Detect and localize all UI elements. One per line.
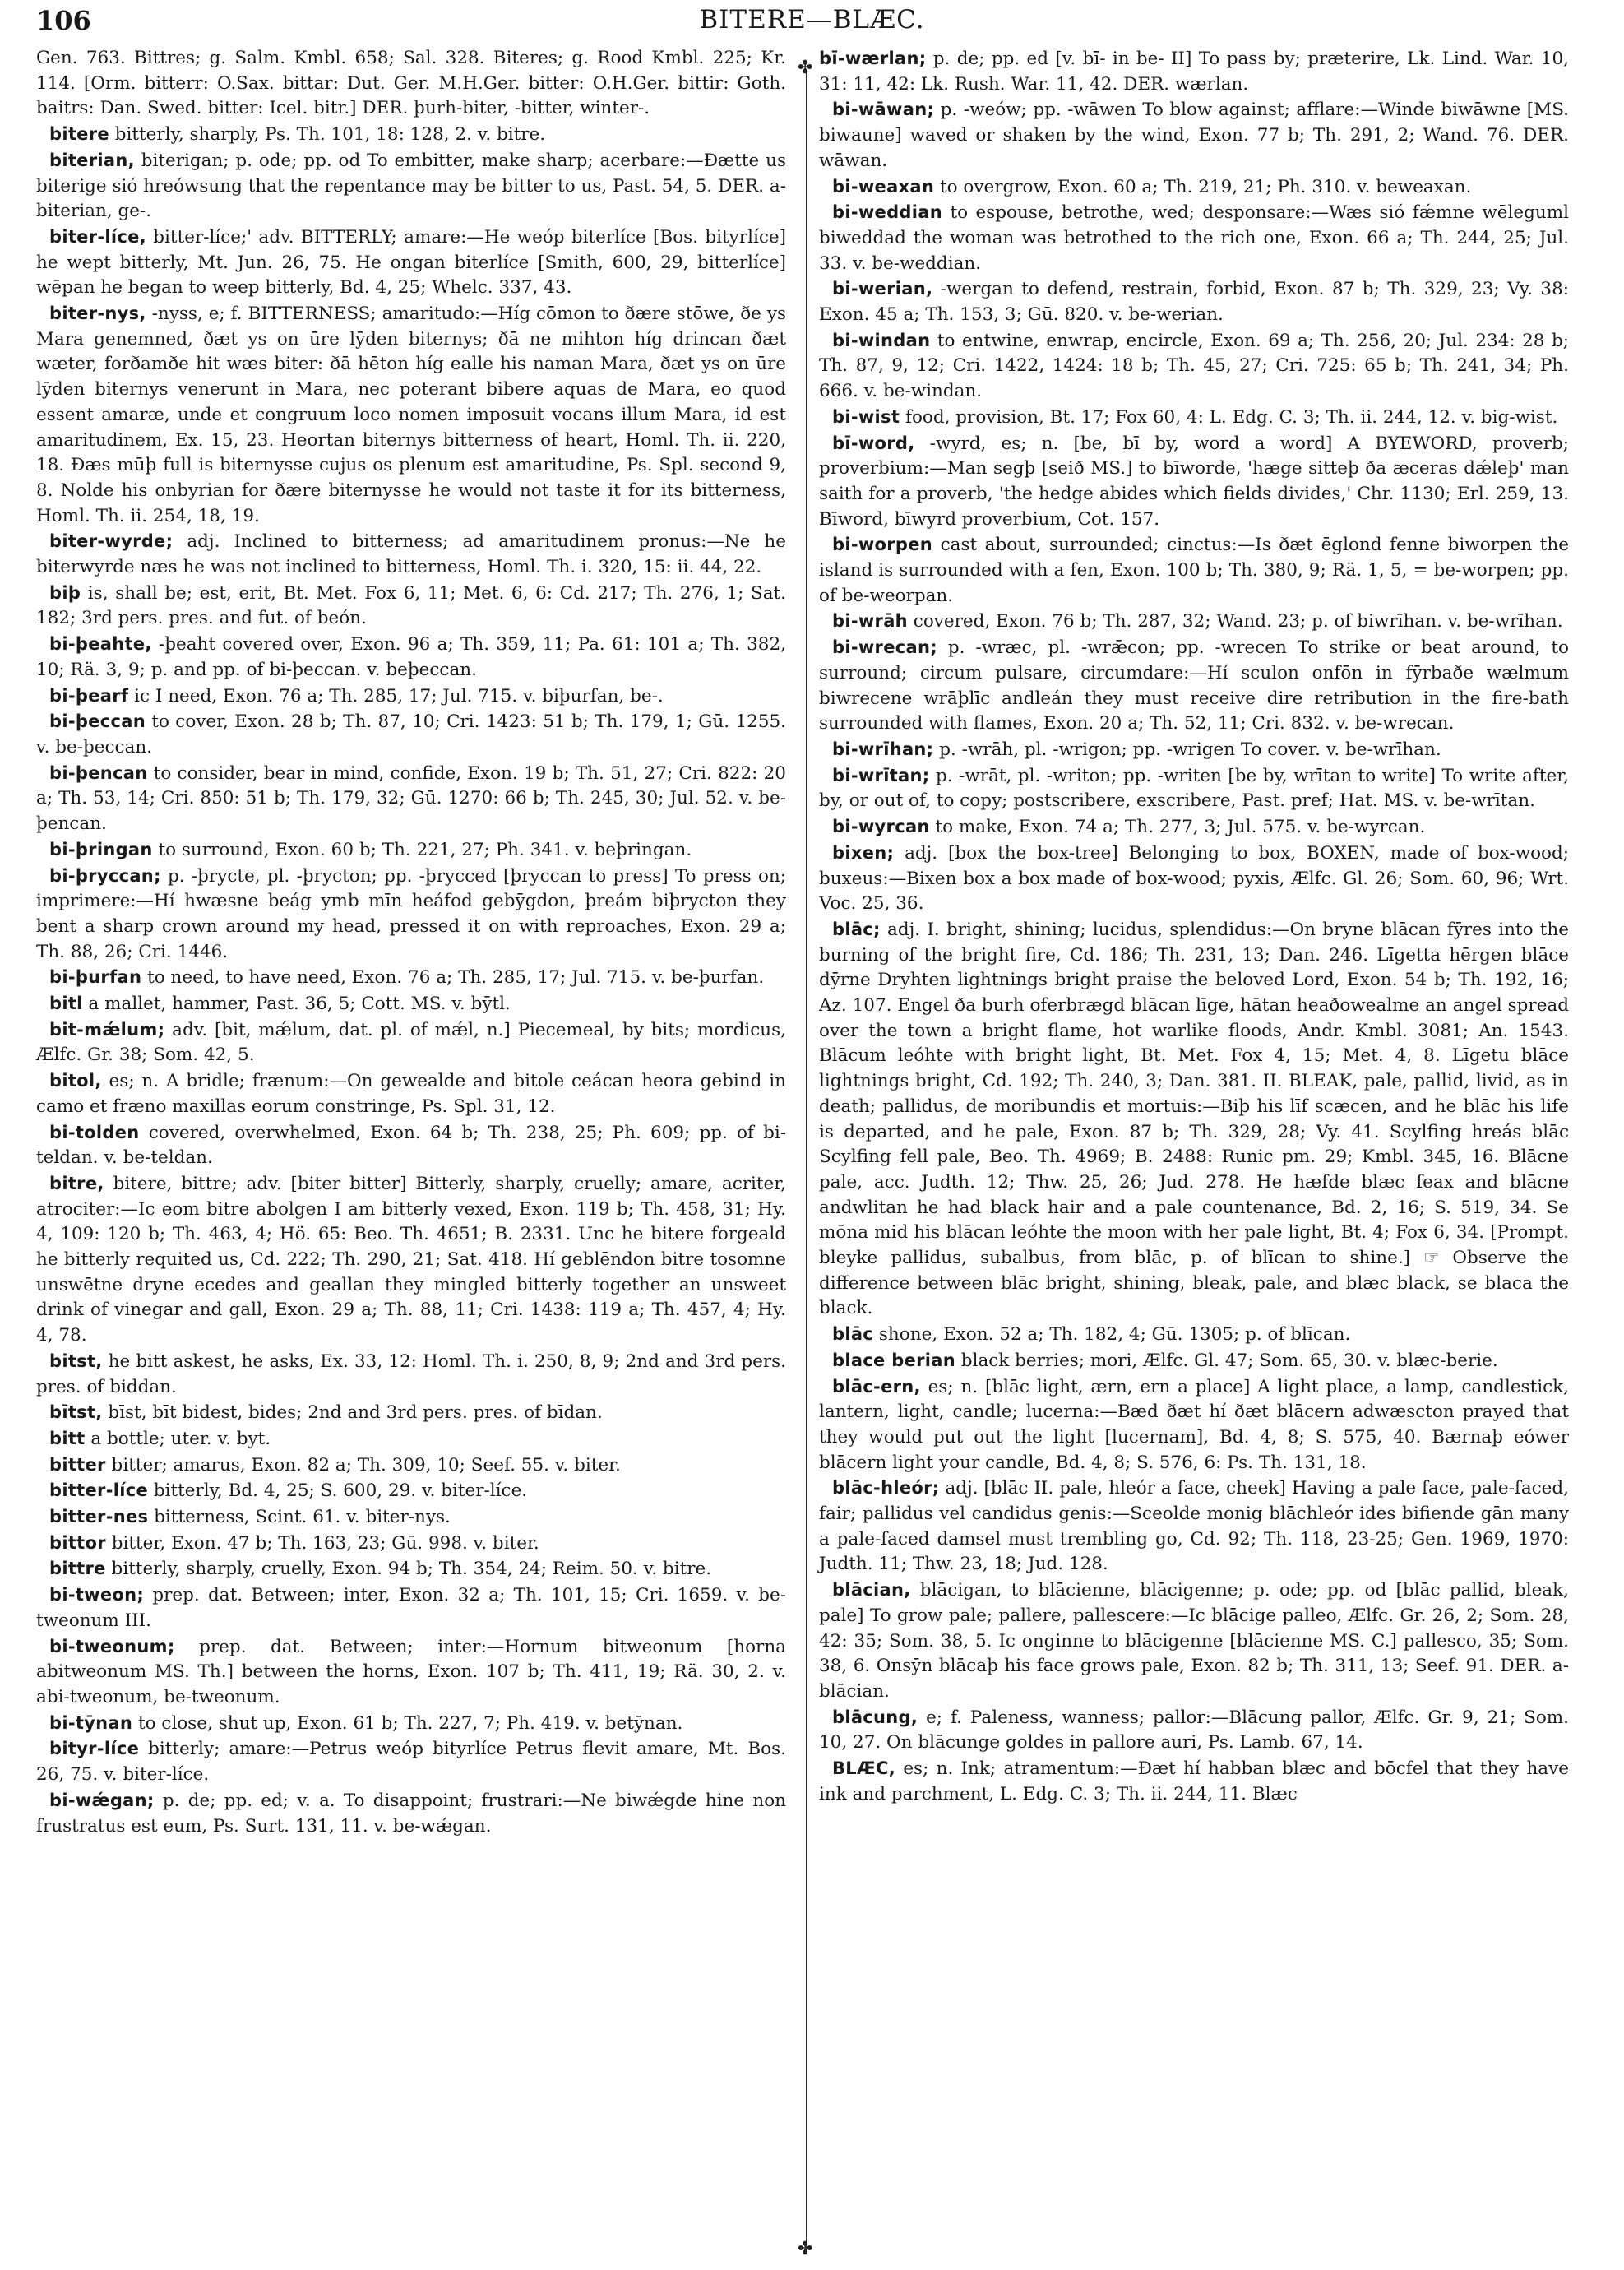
entry-headword: bityr-líce xyxy=(49,1739,140,1759)
entry-headword: bitter-líce xyxy=(49,1480,149,1501)
dictionary-entry xyxy=(36,46,786,122)
entry-definition: cast about, surrounded; cinctus:—Is ðæt ēglond fenne biworpen the island is surrounded with a fen, Exon. 100 b; Th. 380, 9; Rä. 1, 5, = be-worpen; pp. of be-weorpan. xyxy=(819,535,1569,606)
entry-definition: bitterly, sharply, cruelly, Exon. 94 b; Th. 354, 24; Reim. 50. v. bitre. xyxy=(105,1559,712,1580)
entry-headword: bi-windan xyxy=(832,330,931,350)
entry-headword: bi-þencan xyxy=(49,762,148,783)
dictionary-entry xyxy=(819,276,1569,327)
dictionary-entry xyxy=(36,1017,786,1068)
entry-headword: bi-þurfan xyxy=(49,967,142,988)
entry-definition: bitterly, sharply, Ps. Th. 101, 18: 128, 2. v. bitre. xyxy=(109,124,546,146)
top-ornament-icon: ✤ xyxy=(798,58,813,78)
entry-definition: p. -weów; pp. -wāwen To blow against; afflare:—Winde biwāwne [MS. biwaune] waved or shaken by the wind, Exon. 77 b; Th. 291, 2; Wand. 76. DER. wāwan. xyxy=(819,100,1569,171)
entry-headword: bi-wrāh xyxy=(832,611,908,632)
dictionary-entry xyxy=(36,632,786,683)
dictionary-entry xyxy=(819,635,1569,737)
entry-definition: a bottle; uter. v. byt. xyxy=(85,1428,271,1449)
dictionary-entry xyxy=(36,965,786,991)
dictionary-entry xyxy=(819,1374,1569,1476)
entry-headword: bi-wǽgan; xyxy=(49,1790,155,1810)
entry-headword: bi-þryccan; xyxy=(49,865,161,886)
dictionary-entry xyxy=(819,1348,1569,1374)
entry-definition: to close, shut up, Exon. 61 b; Th. 227, 7; Ph. 419. v. betȳnan. xyxy=(132,1712,683,1734)
entry-headword: bi-tweon; xyxy=(49,1585,145,1605)
entry-headword: BLÆC, xyxy=(832,1758,896,1779)
dictionary-entry xyxy=(36,864,786,966)
right-column xyxy=(819,46,1569,1808)
entry-definition: prep. dat. Between; inter:—Hornum bitweonum [horna abitweonum MS. Th.] between the horns, Exon. 107 b; Th. 411, 19; Rä. 30, 2. v. abi-tweonum, be-tweonum. xyxy=(36,1636,786,1707)
entry-headword: bi-werian, xyxy=(832,279,933,299)
entry-headword: bi-tolden xyxy=(49,1122,140,1142)
dictionary-entry xyxy=(819,405,1569,431)
entry-headword: bit-mǽlum; xyxy=(49,1019,165,1040)
dictionary-entry xyxy=(36,1736,786,1787)
entry-headword: bitol, xyxy=(49,1071,102,1091)
entry-definition: bitter-líce;' adv. BITTERLY; amare:—He weóp biterlíce [Bos. bityrlíce] he wept bitterly, Mt. Jun. 26, 75. He ongan biterlíce [Smith, 600, 29, bitterlíce] wēpan he began to weep bitterly, Bd. 4, 25; Whelc. 337, 43. xyxy=(36,226,786,299)
entry-definition: adj. Inclined to bitterness; ad amaritudinem pronus:—Ne he biterwyrde næs he was not inclined to bitterness, Homl. Th. i. 320, 15: ii. 44, 22. xyxy=(36,531,786,578)
bottom-ornament-icon: ✤ xyxy=(798,2239,813,2259)
dictionary-entry xyxy=(819,1322,1569,1348)
entry-definition: es; n. [blāc light, ærn, ern a place] A light place, a lamp, candlestick, lantern, light, candle; lucerna:—Bæd ðæt hí ðæt blācern adwæscton prayed that they would put out the light [lucernam], Bd. 4, 8; S. 575, 40. Bærnaþ eówer blācern light your candle, Bd. 4, 8; S. 576, 6: Ps. Th. 131, 18. xyxy=(819,1376,1569,1473)
dictionary-entry xyxy=(819,532,1569,609)
dictionary-entry xyxy=(36,837,786,864)
entry-headword: bītst, xyxy=(49,1402,103,1423)
dictionary-entry xyxy=(36,683,786,710)
entry-definition: p. de; pp. ed [v. bī- in be- II] To pass by; præterire, Lk. Lind. War. 10, 31: 11, 42: Lk. Rush. War. 11, 42. DER. wærlan. xyxy=(819,49,1569,95)
entry-headword: bī-word, xyxy=(832,433,915,453)
entry-definition: p. de; pp. ed; v. a. To disappoint; frustrari:—Ne biwǽgde hine non frustratus est eum, Ps. Surt. 131, 11. v. be-wǽgan. xyxy=(36,1790,786,1837)
entry-definition: bitter; amarus, Exon. 82 a; Th. 309, 10; Seef. 55. v. biter. xyxy=(105,1454,621,1476)
dictionary-entry xyxy=(819,46,1569,97)
entry-headword: bi-wrīhan; xyxy=(832,739,934,759)
entry-definition: es; n. A bridle; frænum:—On gewealde and bitole ceácan heora gebind in camo et fræno maxillas eorum constringe, Ps. Spl. 31, 12. xyxy=(36,1071,786,1117)
entry-definition: p. -þrycte, pl. -þrycton; pp. -þrycced [þryccan to press] To press on; imprimere:—Hí hwæsne beág ymb mīn heáfod gebȳgdon, þreám biþrycton they bent a sharp crown around my head, pressed it on with reproaches, Exon. 29 a; Th. 88, 26; Cri. 1446. xyxy=(36,865,786,962)
entry-definition: prep. dat. Between; inter, Exon. 32 a; Th. 101, 15; Cri. 1659. v. be-tweonum III. xyxy=(36,1585,786,1631)
entry-definition: p. -wrāt, pl. -writon; pp. -writen [be by, wrītan to write] To write after, by, or out of, to copy; postscribere, exscribere, Past. pref; Hat. MS. v. be-wrītan. xyxy=(819,765,1569,812)
entry-definition: bitere, bittre; adv. [biter bitter] Bitterly, sharply, cruelly; amare, acriter, atrociter:—Ic eom bitre abolgen I am bitterly vexed, Exon. 119 b; Th. 458, 31; Hy. 4, 109: 120 b; Th. 463, 4; Hö. 65: Beo. Th. 4651; B. 2331. Unc he bitere forgeald he bitterly requited us, Cd. 222; Th. 290, 21; Sat. 418. Hí geblēndon bitre tosomne unswētne dryne ecedes and geallan they mingled bitterly together an unsweet drink of vinegar and gall, Exon. 29 a; Th. 88, 11; Cri. 1438: 119 a; Th. 457, 4; Hy. 4, 78. xyxy=(36,1173,786,1346)
dictionary-entry xyxy=(819,200,1569,276)
dictionary-entry xyxy=(819,763,1569,814)
entry-headword: bitter xyxy=(49,1454,106,1475)
entry-definition: -þeaht covered over, Exon. 96 a; Th. 359, 11; Pa. 61: 101 a; Th. 382, 10; Rä. 3, 9; p. and pp. of bi-þeccan. v. beþeccan. xyxy=(36,634,786,680)
entry-headword: biter-líce, xyxy=(49,226,146,247)
entry-definition: bitterness, Scint. 61. v. biter-nys. xyxy=(148,1507,451,1528)
dictionary-entry xyxy=(819,1756,1569,1807)
entry-definition: he bitt askest, he asks, Ex. 33, 12: Homl. Th. i. 250, 8, 9; 2nd and 3rd pers. pres. of biddan. xyxy=(36,1350,786,1397)
entry-definition: a mallet, hammer, Past. 36, 5; Cott. MS. v. bȳtl. xyxy=(82,994,511,1015)
entry-headword: bi-weaxan xyxy=(832,176,935,197)
entry-definition: adv. [bit, mǽlum, dat. pl. of mǽl, n.] Piecemeal, by bits; mordicus, Ælfc. Gr. 38; Som. 42, 5. xyxy=(36,1019,786,1066)
dictionary-entry xyxy=(36,1634,786,1711)
entry-definition: adj. [box the box-tree] Belonging to box, BOXEN, made of box-wood; buxeus:—Bixen box a box made of box-wood; pyxis, Ælfc. Gl. 26; Som. 60, 96; Wrt. Voc. 25, 36. xyxy=(819,842,1569,915)
entry-definition: -wergan to defend, restrain, forbid, Exon. 87 b; Th. 329, 23; Vy. 38: Exon. 45 a; Th. 153, 3; Gū. 820. v. be-werian. xyxy=(819,279,1569,326)
entry-headword: blāc xyxy=(832,1324,874,1345)
entry-definition: to consider, bear in mind, confide, Exon. 19 b; Th. 51, 27; Cri. 822: 20 a; Th. 53, 14; Cri. 850: 51 b; Th. 179, 32; Gū. 1270: 66 b; Th. 245, 30; Jul. 52. v. be-þencan. xyxy=(36,762,786,835)
dictionary-entry xyxy=(36,1788,786,1839)
entry-definition: bitter, Exon. 47 b; Th. 163, 23; Gū. 998. v. biter. xyxy=(105,1532,539,1554)
dictionary-entry xyxy=(819,1476,1569,1577)
entry-definition: black berries; mori, Ælfc. Gl. 47; Som. 65, 30. v. blæc-berie. xyxy=(955,1350,1498,1371)
entry-definition: es; n. Ink; atramentum:—Ðæt hí habban blæc and bōcfel that they have ink and parchment, L. Edg. C. 3; Th. ii. 244, 11. Blæc xyxy=(819,1758,1569,1804)
entry-headword: bitere xyxy=(49,124,109,145)
entry-headword: bixen; xyxy=(832,842,895,863)
dictionary-entry xyxy=(819,174,1569,201)
dictionary-entry xyxy=(36,1452,786,1479)
entry-definition: food, provision, Bt. 17; Fox 60, 4: L. Edg. C. 3; Th. ii. 244, 12. v. big-wist. xyxy=(900,406,1558,428)
entry-headword: bitre, xyxy=(49,1173,104,1193)
entry-definition: to need, to have need, Exon. 76 a; Th. 285, 17; Jul. 715. v. be-þurfan. xyxy=(141,967,765,989)
entry-headword: bi-wrecan; xyxy=(832,637,937,658)
entry-definition: to cover, Exon. 28 b; Th. 87, 10; Cri. 1423: 51 b; Th. 179, 1; Gū. 1255. v. be-þeccan. xyxy=(36,711,786,757)
entry-headword: bi-weddian xyxy=(832,202,942,223)
dictionary-entry xyxy=(36,148,786,225)
entry-definition: ic I need, Exon. 76 a; Th. 285, 17; Jul. 715. v. biþurfan, be-. xyxy=(128,685,664,706)
dictionary-entry xyxy=(36,991,786,1017)
entry-headword: bittor xyxy=(49,1532,106,1553)
entry-headword: biter-wyrde; xyxy=(49,531,174,552)
entry-headword: biþ xyxy=(49,582,81,603)
entry-definition: bitterly, Bd. 4, 25; S. 600, 29. v. biter-líce. xyxy=(148,1480,528,1502)
dictionary-entry xyxy=(36,1171,786,1349)
entry-definition: bīst, bīt bidest, bides; 2nd and 3rd pers. pres. of bīdan. xyxy=(102,1402,603,1424)
entry-definition: to overgrow, Exon. 60 a; Th. 219, 21; Ph. 310. v. beweaxan. xyxy=(934,176,1472,197)
dictionary-entry xyxy=(819,1705,1569,1756)
entry-headword: bī-wærlan; xyxy=(819,49,927,68)
dictionary-entry xyxy=(36,1556,786,1582)
dictionary-entry xyxy=(36,122,786,148)
dictionary-entry xyxy=(36,1478,786,1504)
dictionary-entry xyxy=(36,1531,786,1557)
dictionary-entry xyxy=(819,917,1569,1322)
entry-definition: bitterly; amare:—Petrus weóp bityrlíce Petrus flevit amare, Mt. Bos. 26, 75. v. biter-líce. xyxy=(36,1739,786,1786)
entry-headword: bittre xyxy=(49,1559,106,1579)
entry-definition: to surround, Exon. 60 b; Th. 221, 27; Ph. 341. v. beþringan. xyxy=(152,839,692,860)
entry-headword: blāc-hleór; xyxy=(832,1478,940,1499)
entry-headword: bitt xyxy=(49,1428,86,1448)
entry-headword: bi-tweonum; xyxy=(49,1636,175,1656)
entry-definition: p. -wræc, pl. -wrǣcon; pp. -wrecen To strike or beat around, to surround; circum pulsare, circumdare:—Hí sculon onfōn in fȳrbaðe wælmum biwrecene wrāþlīc andleán they must receive dire retribution in the fire-bath surrounded with flames, Exon. 20 a; Th. 52, 11; Cri. 832. v. be-wrecan. xyxy=(819,637,1569,734)
dictionary-entry xyxy=(36,1504,786,1531)
page-header xyxy=(36,5,1588,38)
dictionary-entry xyxy=(819,737,1569,763)
entry-headword: bi-tȳnan xyxy=(49,1712,133,1733)
entry-headword: blācung, xyxy=(832,1707,918,1727)
entry-definition: e; f. Paleness, wanness; pallor:—Blācung pallor, Ælfc. Gr. 9, 21; Som. 10, 27. On blācunge goldes in pallore auri, Ps. Lamb. 67, 14. xyxy=(819,1707,1569,1753)
dictionary-entry xyxy=(36,1068,786,1119)
entry-definition: Gen. 763. Bittres; g. Salm. Kmbl. 658; Sal. 328. Biteres; g. Rood Kmbl. 225; Kr. 114. [Orm. bitterr: O.Sax. bittar: Dut. Ger. M.H.Ger. bitter: O.H.Ger. bittir: Goth. baitrs: Dan. Swed. bitter: Icel. bitr.] DER. þurh-biter, -bitter, winter-. xyxy=(36,48,786,119)
entry-headword: bi-þearf xyxy=(49,685,129,706)
entry-definition: p. -wrāh, pl. -wrigon; pp. -wrigen To cover. v. be-wrīhan. xyxy=(933,739,1441,760)
dictionary-entry xyxy=(819,97,1569,174)
dictionary-entry xyxy=(36,1582,786,1633)
entry-headword: blāc; xyxy=(832,919,881,939)
entry-definition: to espouse, betrothe, wed; desponsare:—Wæs sió fǽmne wēleguml biweddad the woman was betrothed to the rich one, Exon. 66 a; Th. 244, 25; Jul. 33. v. be-weddian. xyxy=(819,202,1569,274)
entry-headword: blace berian xyxy=(832,1350,955,1370)
dictionary-entry xyxy=(36,529,786,580)
entry-definition: to entwine, enwrap, encircle, Exon. 69 a; Th. 256, 20; Jul. 234: 28 b; Th. 87, 9, 12; Cri. 1422, 1424: 18 b; Th. 45, 27; Cri. 725: 65 b; Th. 241, 34; Ph. 666. v. be-windan. xyxy=(819,330,1569,402)
dictionary-entry xyxy=(36,1400,786,1426)
dictionary-entry xyxy=(819,328,1569,405)
entry-headword: blācian, xyxy=(832,1580,911,1601)
entry-headword: bitter-nes xyxy=(49,1507,149,1527)
dictionary-entry xyxy=(819,609,1569,635)
entry-headword: bi-wāwan; xyxy=(832,100,935,120)
entry-definition: -wyrd, es; n. [be, bī by, word a word] A BYEWORD, proverb; proverbium:—Man segþ [seið MS.] to bīworde, 'hæge sitteþ ða æceras dǽleþ' man saith for a proverb, 'the hedge abides which fields divides,' Chr. 1130; Erl. 259, 13. Bīword, bīwyrd proverbium, Cot. 157. xyxy=(819,433,1569,530)
entry-headword: bi-wyrcan xyxy=(832,817,930,837)
entry-definition: adj. [blāc II. pale, hleór a face, cheek] Having a pale face, pale-faced, fair; pallidus vel candidus genis:—Sceolde monig blāchleór ides bifiende gān many a pale-faced damsel must trembling go, Cd. 92; Th. 118, 23-25; Gen. 1969, 1970: Judth. 11; Thw. 23, 18; Jud. 128. xyxy=(819,1478,1569,1575)
dictionary-entry xyxy=(819,431,1569,533)
entry-headword: bitst, xyxy=(49,1350,103,1371)
entry-definition: -nyss, e; f. BITTERNESS; amaritudo:—Híg cōmon to ðære stōwe, ðe ys Mara genemned, ðæt ys on ūre lȳden biternys; ðā ne mihton híg drincan ðæt wæter, forðamðe hit wæs biter: ðā hēton híg ealle his naman Mara, ðæt ys on ūre lȳden biternys venerunt in Mara, nec poterant bibere aquas de Mara, eo quod essent amaræ, unde et congruum loco nomen imposuit vocans illum Mara, id est amaritudinem, Ex. 15, 23. Heortan biternys bitterness of heart, Homl. Th. ii. 220, 18. Ðæs mūþ full is biternysse cujus os plenum est amaritudine, Ps. Spl. second 9, 8. Nolde his onbyrian for ðære biternysse he would not taste it for its bitterness, Homl. Th. ii. 254, 18, 19. xyxy=(36,303,786,526)
dictionary-entry xyxy=(36,225,786,301)
entry-headword: bi-wist xyxy=(832,406,900,427)
entry-headword: bi-þringan xyxy=(49,839,153,859)
dictionary-entry xyxy=(819,841,1569,917)
entry-headword: biterian, xyxy=(49,150,135,170)
entry-definition: covered, overwhelmed, Exon. 64 b; Th. 238, 25; Ph. 609; pp. of bi-teldan. v. be-teldan. xyxy=(36,1122,786,1169)
dictionary-entry xyxy=(36,761,786,837)
running-title: BITERE—BLÆC. xyxy=(699,5,925,35)
entry-definition: biterigan; p. ode; pp. od To embitter, make sharp; acerbare:—Ðætte us biterige sió hreówsung that the repentance may be bitter to us, Past. 54, 5. DER. a-biterian, ge-. xyxy=(36,150,786,222)
left-column xyxy=(36,46,786,1839)
dictionary-entry xyxy=(36,709,786,760)
entry-headword: bi-þeccan xyxy=(49,711,146,732)
entry-headword: bi-worpen xyxy=(832,535,933,555)
dictionary-entry xyxy=(36,301,786,529)
entry-headword: bi-wrītan; xyxy=(832,765,930,785)
entry-headword: biter-nys, xyxy=(49,303,146,324)
dictionary-entry xyxy=(36,1711,786,1737)
entry-definition: covered, Exon. 76 b; Th. 287, 32; Wand. 23; p. of biwrīhan. v. be-wrīhan. xyxy=(907,611,1563,632)
page-number: 106 xyxy=(36,5,91,36)
dictionary-entry xyxy=(819,1577,1569,1705)
entry-headword: bi-þeahte, xyxy=(49,634,152,655)
entry-definition: adj. I. bright, shining; lucidus, splendidus:—On bryne blācan fȳres into the burning of the bright fire, Cd. 186; Th. 231, 13; Dan. 246. Līgetta hērgen blāce dȳrne Dryhten lightnings bright praise the beloved Lord, Exon. 54 b; Th. 192, 16; Az. 107. Engel ða burh oferbrægd blācan līge, hātan heaðowealme an angel spread over the town a bright flame, hot warlike floods, Andr. Kmbl. 3081; An. 1543. Blācum leóhte with bright light, Bt. Met. Fox 4, 15; Met. 4, 8. Līgetu blāce lightnings bright, Cd. 192; Th. 240, 3; Dan. 381. II. BLEAK, pale, pallid, livid, as in death; pallidus, de moribundis et mortuis:—Biþ his līf scæcen, and he blāc his life is departed, and he pale, Exon. 87 b; Th. 329, 28; Vy. 41. Scylfing hreás blāc Scylfing fell pale, Beo. Th. 4969; B. 2488: Runic pm. 29; Kmbl. 345, 16. Blācne pale, acc. Judth. 12; Thw. 25, 26; Jud. 278. He hæfde blæc feax and blācne andwlitan he had black hair and a pale countenance, Bd. 2, 16; S. 519, 34. Se mōna mid his blācan leóhte the moon with her pale light, Bt. 4; Fox 6, 34. [Prompt. bleyke pallidus, subalbus, from blāc, p. of blīcan to shine.] ☞ Observe the difference between blāc bright, shining, bleak, pale, and blæc black, se blaca the black. xyxy=(819,919,1569,1319)
entry-definition: to make, Exon. 74 a; Th. 277, 3; Jul. 575. v. be-wyrcan. xyxy=(929,817,1426,838)
entry-definition: is, shall be; est, erit, Bt. Met. Fox 6, 11; Met. 6, 6: Cd. 217; Th. 276, 1; Sat. 182; 3rd pers. pres. and fut. of beón. xyxy=(36,582,786,629)
dictionary-entry xyxy=(36,1120,786,1171)
entry-definition: shone, Exon. 52 a; Th. 182, 4; Gū. 1305; p. of blīcan. xyxy=(873,1324,1351,1346)
dictionary-entry xyxy=(36,1426,786,1452)
dictionary-entry xyxy=(36,1349,786,1400)
entry-headword: blāc-ern, xyxy=(832,1376,921,1397)
dictionary-entry xyxy=(819,814,1569,841)
entry-headword: bitl xyxy=(49,994,83,1014)
dictionary-entry xyxy=(36,581,786,632)
column-divider xyxy=(806,72,807,2252)
entry-definition: blācigan, to blācienne, blācigenne; p. ode; pp. od [blāc pallid, bleak, pale] To grow pale; pallere, pallescere:—Ic blācige palleo, Ælfc. Gr. 26, 2; Som. 28, 42: 35; Som. 38, 5. Ic onginne to blācigenne [blācienne MS. C.] pallesco, 35; Som. 38, 6. Onsȳn blācaþ his face grows pale, Exon. 82 b; Th. 311, 13; Seef. 91. DER. a-blācian. xyxy=(819,1580,1569,1702)
